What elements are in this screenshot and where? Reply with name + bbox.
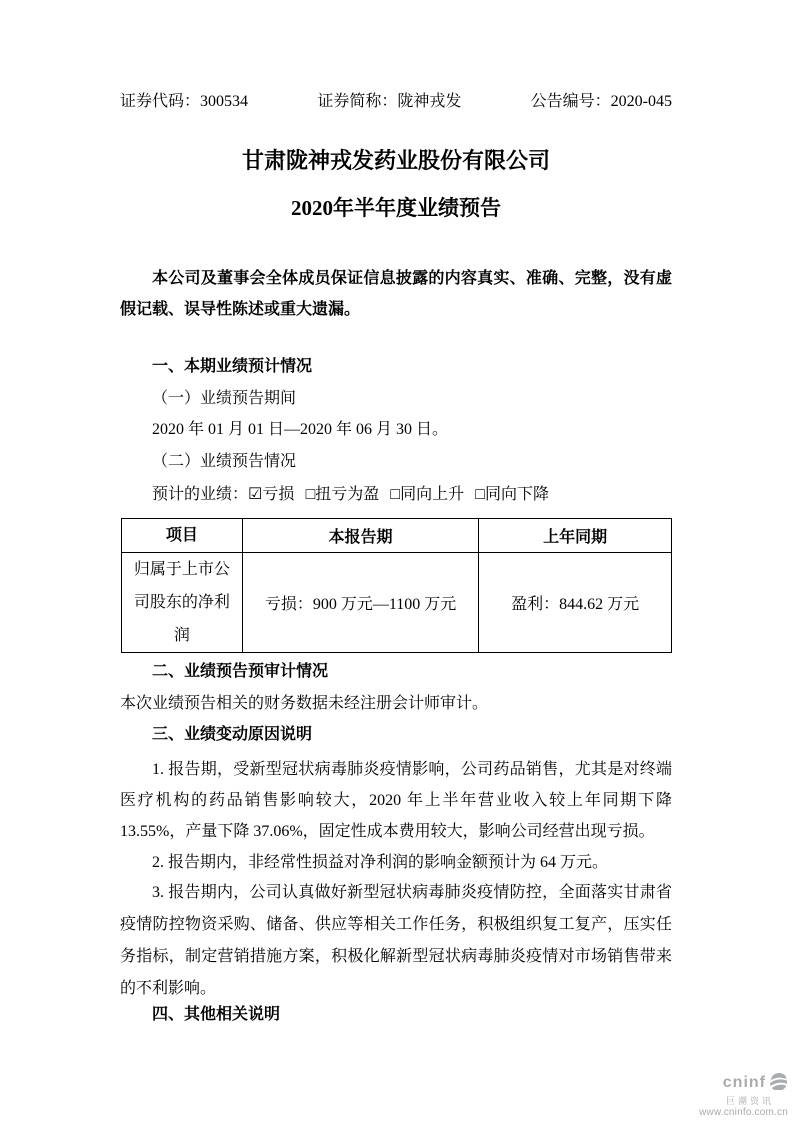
section1-sub2: （二）业绩预告情况 xyxy=(152,453,297,470)
checkbox-option-turn-profit: □扭亏为盈 xyxy=(305,486,380,503)
announcement-number: 公告编号：2020-045 xyxy=(530,93,672,110)
cninfo-watermark xyxy=(678,1072,788,1118)
checkbox-option-same-direction-down: □同向下降 xyxy=(475,486,549,503)
table-row xyxy=(122,553,672,653)
cninfo-chinese-name: 巨潮资讯 xyxy=(725,1096,774,1106)
section2-body: 本次业绩预告相关的财务数据未经注册会计师审计。 xyxy=(120,695,489,712)
checkbox-option-loss: ☑亏损 xyxy=(248,486,295,503)
disclaimer-statement: 本公司及董事会全体成员保证信息披露的内容真实、准确、完整，没有虚假记载、误导性陈述或重大遗漏。 xyxy=(120,270,672,318)
checkbox-option-same-direction-up: □同向上升 xyxy=(390,486,465,503)
forecast-period: 2020 年 01 月 01 日—2020 年 06 月 30 日。 xyxy=(152,421,449,438)
section1-heading: 一、本期业绩预计情况 xyxy=(152,358,313,375)
forecast-table xyxy=(121,518,672,653)
section3-paragraph-3: 3. 报告期内，公司认真做好新型冠状病毒肺炎疫情防控，全面落实甘肃省疫情防控物资采购、储备、供应等相关工作任务，积极组织复工复产，压实任务指标，制定营销措施方案，积极化解新型冠状病毒肺炎疫情对市场销售带来的不利影响。 xyxy=(120,884,672,997)
stock-short-name: 证券简称：陇神戎发 xyxy=(317,93,462,110)
company-title: 甘肃陇神戎发药业股份有限公司 xyxy=(241,148,550,173)
cninfo-swirl-icon xyxy=(766,1072,788,1094)
section1-sub1: （一）业绩预告期间 xyxy=(152,390,297,407)
table-header-row xyxy=(122,519,672,553)
cell-prior-period-value: 盈利：844.62 万元 xyxy=(479,553,672,653)
section3-heading: 三、业绩变动原因说明 xyxy=(152,726,313,743)
section3-paragraph-2: 2. 报告期内，非经常性损益对净利润的影响金额预计为 64 万元。 xyxy=(152,854,609,871)
forecast-label: 预计的业绩： xyxy=(152,486,249,503)
cell-net-profit-item: 归属于上市公司股东的净利润 xyxy=(122,553,243,653)
table-header-current-period: 本报告期 xyxy=(242,519,479,553)
cninfo-url: www.cninfo.com.cn xyxy=(699,1107,788,1118)
table-header-item: 项目 xyxy=(122,519,243,553)
document-subtitle: 2020年半年度业绩预告 xyxy=(291,196,501,220)
section3-paragraph-1: 1. 报告期，受新型冠状病毒肺炎疫情影响，公司药品销售，尤其是对终端医疗机构的药品销售影响较大，2020 年上半年营业收入较上年同期下降 13.55%，产量下降 37.06%，固定性成本费用较大，影响公司经营出现亏损。 xyxy=(120,761,672,840)
section4-heading: 四、其他相关说明 xyxy=(152,1006,281,1023)
table-header-prior-period: 上年同期 xyxy=(479,519,672,553)
doc-header xyxy=(120,92,672,112)
cninfo-brand-line xyxy=(678,1072,788,1094)
stock-code: 证券代码：300534 xyxy=(120,93,249,110)
forecast-type-line xyxy=(120,484,672,506)
cninfo-brand-text: cninf xyxy=(722,1074,766,1091)
cell-current-period-value: 亏损：900 万元—1100 万元 xyxy=(242,553,479,653)
section2-heading: 二、业绩预告预审计情况 xyxy=(152,663,329,680)
